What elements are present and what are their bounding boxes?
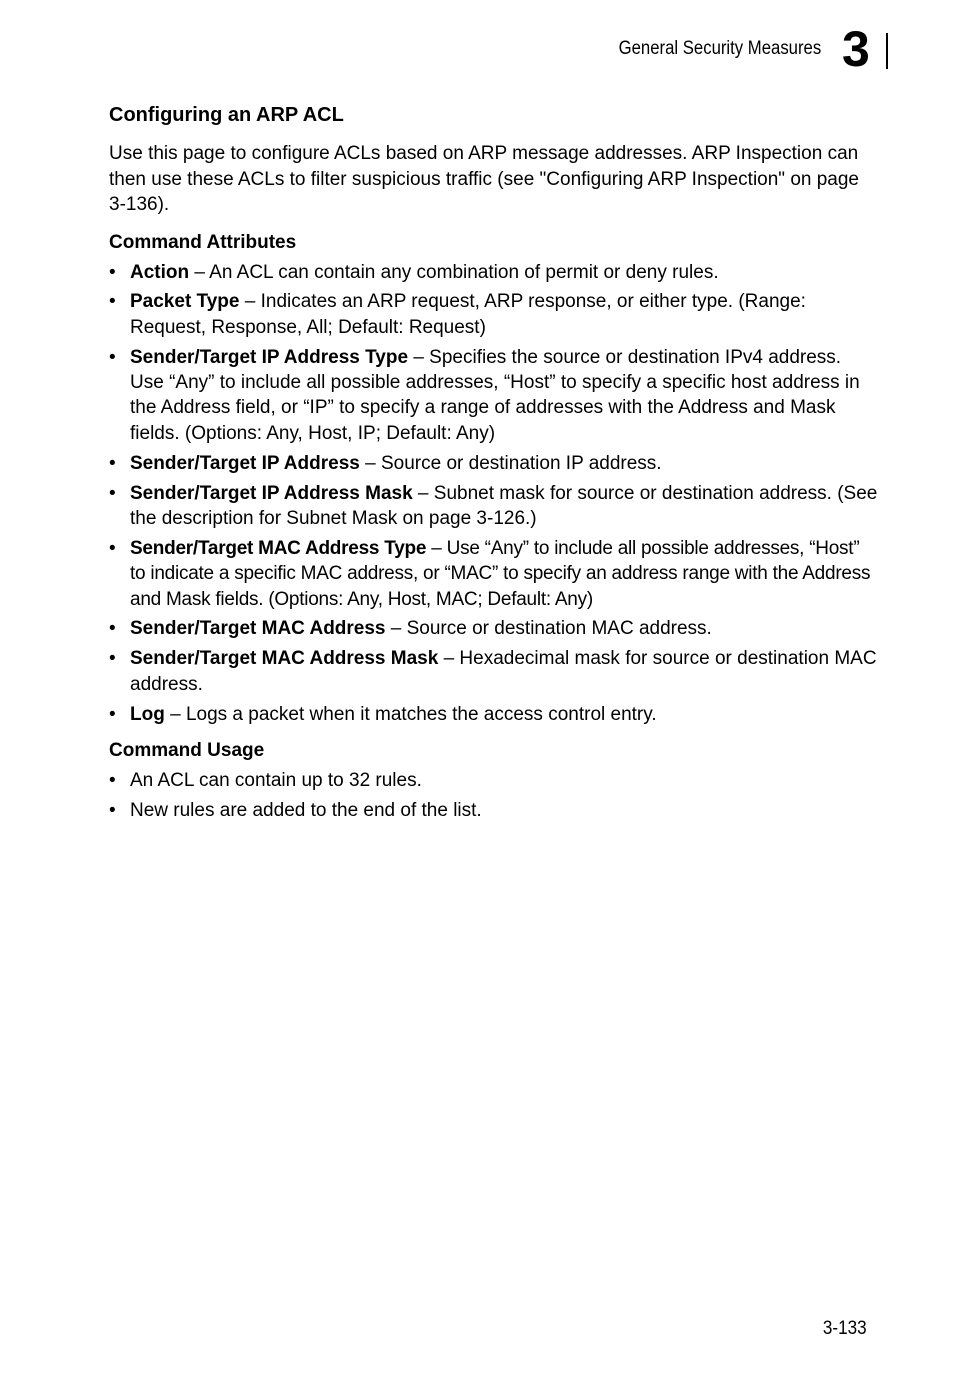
- bullet-icon: •: [109, 537, 116, 559]
- command-attributes-heading: Command Attributes: [109, 231, 297, 253]
- chapter-number: 3: [842, 21, 869, 77]
- attribute-description: – Logs a packet when it matches the access control entry.: [164, 703, 657, 725]
- running-header-title: General Security Measures: [618, 38, 821, 59]
- usage-text: An ACL can contain up to 32 rules.: [130, 770, 422, 792]
- list-item: [109, 798, 879, 823]
- command-attributes-list: [109, 260, 879, 728]
- attribute-term: Sender/Target MAC Address: [130, 618, 386, 640]
- list-item: [109, 260, 879, 285]
- attribute-term: Log: [130, 703, 165, 725]
- bullet-icon: •: [109, 703, 116, 725]
- intro-paragraph: Use this page to configure ACLs based on ARP message addresses. ARP Inspection can then use these ACLs to filter suspicious traffic (see "Configuring ARP Inspection" on page 3-136).: [109, 143, 859, 215]
- attribute-description: – Hexadecimal mask for source or destination MAC address.: [130, 648, 877, 695]
- list-item: [109, 289, 879, 340]
- attribute-term: Sender/Target IP Address: [130, 452, 360, 474]
- attribute-term: Sender/Target IP Address Type: [130, 346, 409, 368]
- bullet-icon: •: [109, 618, 116, 640]
- list-item: [109, 451, 879, 476]
- bullet-icon: •: [109, 770, 116, 792]
- command-usage-heading: Command Usage: [109, 740, 265, 762]
- list-item: [109, 536, 879, 612]
- attribute-description: – Use “Any” to include all possible addresses, “Host” to indicate a specific MAC address, or “MAC” to specify an address range with the Address and Mask fields. (Options: Any, Host, MAC; Default: Any): [130, 537, 871, 610]
- list-item: [109, 616, 879, 641]
- bullet-icon: •: [109, 800, 116, 822]
- main-content: [109, 101, 879, 834]
- attribute-description: – Source or destination IP address.: [359, 452, 662, 474]
- bullet-icon: •: [109, 346, 116, 368]
- attribute-description: – Source or destination MAC address.: [385, 618, 712, 640]
- command-usage-list: [109, 768, 879, 823]
- list-item: [109, 768, 879, 793]
- list-item: [109, 481, 879, 532]
- page-number: 3-133: [823, 1318, 867, 1339]
- chapter-divider: [886, 33, 888, 69]
- attribute-term: Sender/Target MAC Address Type: [130, 537, 427, 559]
- list-item: [109, 702, 879, 727]
- attribute-description: – Indicates an ARP request, ARP response, or either type. (Range: Request, Response, All; Default: Request): [130, 291, 806, 338]
- bullet-icon: •: [109, 648, 116, 670]
- attribute-description: – Subnet mask for source or destination address. (See the description for Subnet Mask on page 3-126.): [130, 482, 878, 529]
- usage-text: New rules are added to the end of the list.: [130, 800, 482, 822]
- attribute-description: – An ACL can contain any combination of permit or deny rules.: [189, 261, 719, 283]
- attribute-term: Action: [130, 261, 190, 283]
- attribute-description: – Specifies the source or destination IPv4 address. Use “Any” to include all possible addresses, “Host” to specify a specific host address in the Address field, or “IP” to specify a range of addresses with the Address and Mask fields. (Options: Any, Host, IP; Default: Any): [130, 346, 860, 444]
- list-item: [109, 345, 879, 446]
- attribute-term: Packet Type: [130, 291, 240, 313]
- bullet-icon: •: [109, 291, 116, 313]
- bullet-icon: •: [109, 261, 116, 283]
- bullet-icon: •: [109, 452, 116, 474]
- section-title: Configuring an ARP ACL: [109, 104, 344, 126]
- bullet-icon: •: [109, 482, 116, 504]
- attribute-term: Sender/Target MAC Address Mask: [130, 648, 439, 670]
- list-item: [109, 646, 879, 697]
- attribute-term: Sender/Target IP Address Mask: [130, 482, 413, 504]
